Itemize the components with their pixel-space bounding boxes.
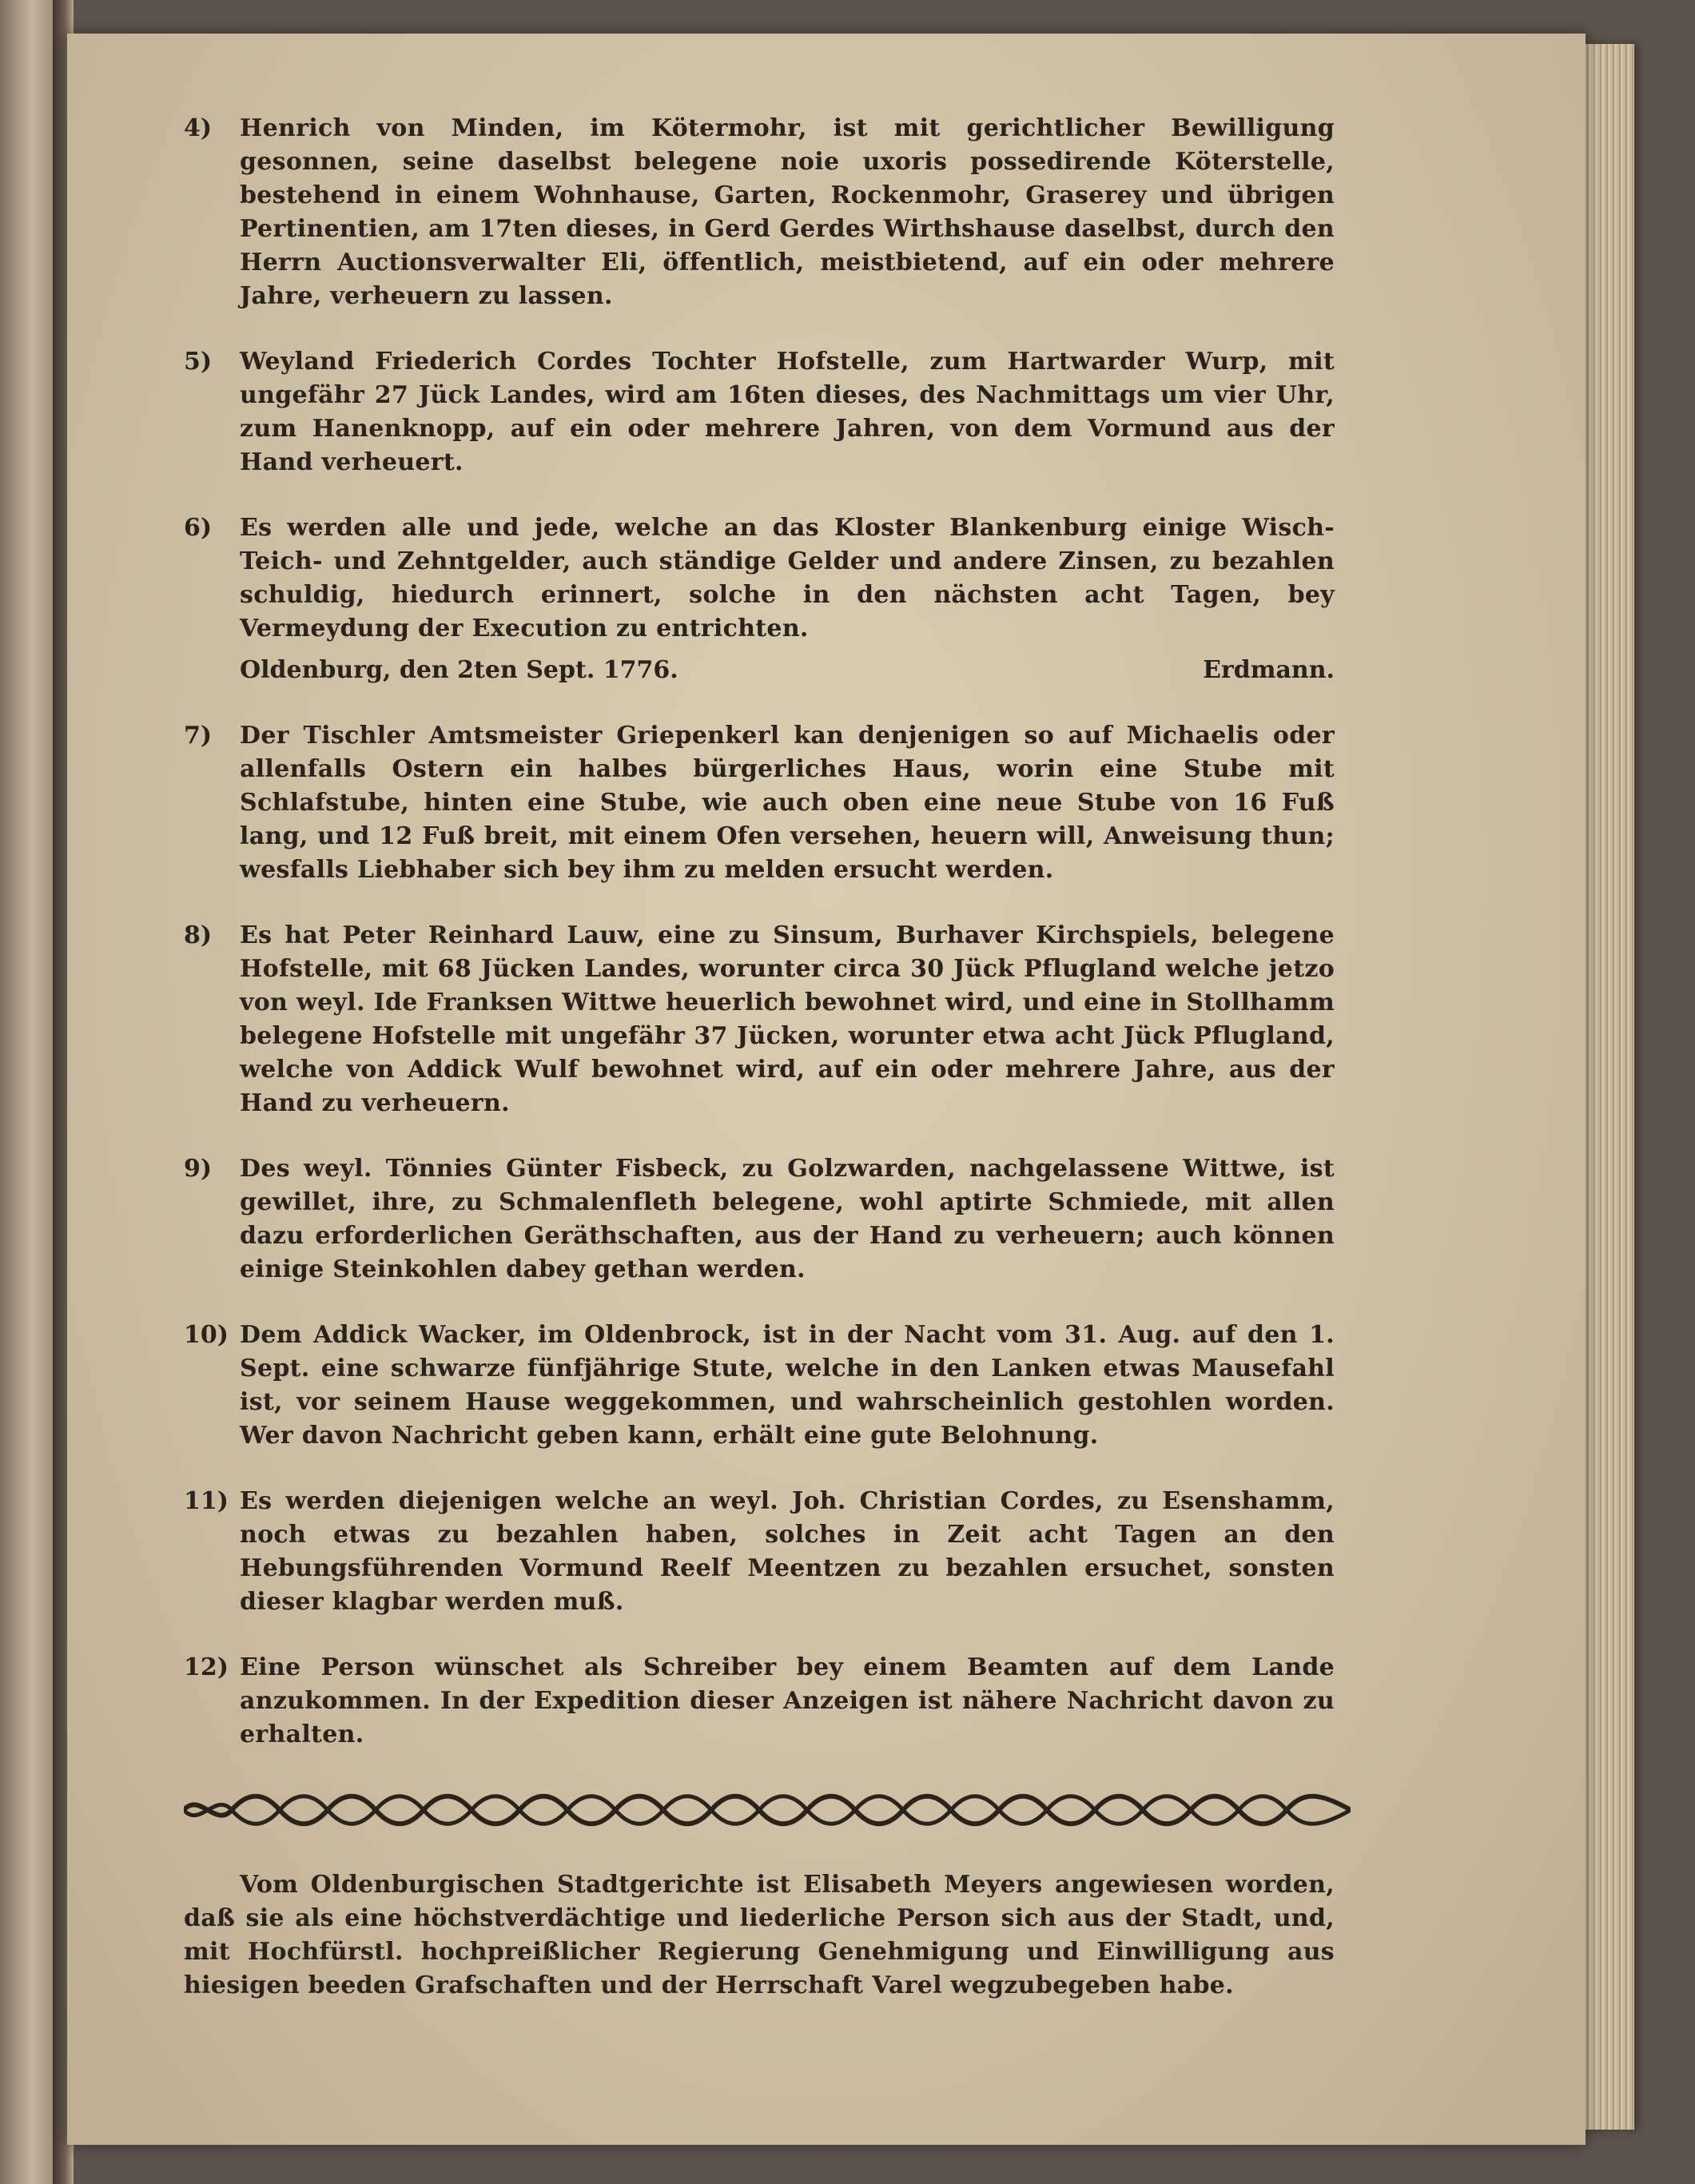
entry-text: Des weyl. Tönnies Günter Fisbeck, zu Golzwarden, nachgelassene Wittwe, ist gewillet, ihre, zu Schmalenfleth belegene, wohl aptirte Schmiede, mit allen dazu erforderlichen Geräthschaften, aus der Hand zu verheuern; auch können einige Steinkohlen dabey gethan werden. bbox=[240, 1155, 1335, 1283]
entry-text: Dem Addick Wacker, im Oldenbrock, ist in der Nacht vom 31. Aug. auf den 1. Sept. eine schwarze fünfjährige Stute, welche in den Lanken etwas Mausefahl ist, vor seinem Hause weggekommen, und wahrscheinlich gestohlen worden. Wer davon Nachricht geben kann, erhält eine gute Belohnung. bbox=[240, 1321, 1335, 1450]
entry-10 bbox=[184, 1319, 1335, 1453]
entry-text: Der Tischler Amtsmeister Griepenkerl kan denjenigen so auf Michaelis oder allenfalls Ostern ein halbes bürgerliches Haus, worin eine Stube mit Schlafstube, hinten eine Stube, wie auch oben eine neue Stube von 16 Fuß lang, und 12 Fuß breit, mit einem Ofen versehen, heuern will, Anweisung thun; wesfalls Liebhaber sich bey ihm zu melden ersucht werden. bbox=[240, 722, 1335, 884]
entry-7 bbox=[184, 719, 1335, 887]
entry-11 bbox=[184, 1485, 1335, 1619]
entry-text: Es hat Peter Reinhard Lauw, eine zu Sinsum, Burhaver Kirchspiels, belegene Hofstelle, mit 68 Jücken Landes, worunter circa 30 Jück Pflugland welche jetzo von weyl. Ide Franksen Wittwe heuerlich bewohnet wird, und eine in Stollhamm belegene Hofstelle mit ungefähr 37 Jücken, worunter etwa acht Jück Pflugland, welche von Addick Wulf bewohnet wird, auf ein oder mehrere Jahre, aus der Hand zu verheuern. bbox=[240, 921, 1335, 1117]
entry-9 bbox=[184, 1152, 1335, 1287]
entry-number: 11) bbox=[184, 1487, 229, 1515]
entry-number: 10) bbox=[184, 1321, 229, 1349]
entry-number: 6) bbox=[184, 514, 213, 542]
entry-number: 12) bbox=[184, 1653, 229, 1681]
entry-number: 7) bbox=[184, 722, 213, 750]
page-edge-stack bbox=[1578, 44, 1634, 2130]
entry-6 bbox=[184, 511, 1335, 646]
ornament-rule-graphic bbox=[184, 1792, 1351, 1828]
entry-text: Henrich von Minden, im Kötermohr, ist mit gerichtlicher Bewilligung gesonnen, seine daselbst belegene noie uxoris possedirende Köterstelle, bestehend in einem Wohnhause, Garten, Rockenmohr, Graserey und übrigen Pertinentien, am 17ten dieses, in Gerd Gerdes Wirthshause daselbst, durch den Herrn Auctionsverwalter Eli, öffentlich, meistbietend, auf ein oder mehrere Jahre, verheuern zu lassen. bbox=[240, 114, 1335, 310]
entry-12 bbox=[184, 1651, 1335, 1752]
entry-number: 5) bbox=[184, 348, 213, 376]
entry-text: Es werden diejenigen welche an weyl. Joh. Christian Cordes, zu Esenshamm, noch etwas zu bezahlen haben, solches in Zeit acht Tagen an den Hebungsführenden Vormund Reelf Meentzen zu bezahlen ersuchet, sonsten dieser klagbar werden muß. bbox=[240, 1487, 1335, 1616]
entry-number: 4) bbox=[184, 114, 213, 142]
page-content bbox=[184, 112, 1335, 2003]
left-page-edge bbox=[0, 0, 58, 2184]
entry-5 bbox=[184, 345, 1335, 479]
entry-8 bbox=[184, 919, 1335, 1120]
ornamental-divider bbox=[184, 1792, 1351, 1828]
entry-number: 8) bbox=[184, 921, 213, 949]
entry-number: 9) bbox=[184, 1155, 213, 1183]
entry-text: Es werden alle und jede, welche an das Kloster Blankenburg einige Wisch- Teich- und Zehntgelder, auch ständige Gelder und andere Zinsen, zu bezahlen schuldig, hiedurch erinnert, solche in den nächsten acht Tagen, bey Vermeydung der Execution zu entrichten. bbox=[240, 514, 1335, 642]
signature-name: Erdmann. bbox=[1203, 656, 1335, 684]
signature-line bbox=[184, 654, 1335, 687]
entry-text: Weyland Friederich Cordes Tochter Hofstelle, zum Hartwarder Wurp, mit ungefähr 27 Jück Landes, wird am 16ten dieses, des Nachmittags um vier Uhr, zum Hanenknopp, auf ein oder mehrere Jahren, von dem Vormund aus der Hand verheuert. bbox=[240, 348, 1335, 476]
signature-place-date: Oldenburg, den 2ten Sept. 1776. bbox=[240, 656, 678, 684]
entry-4 bbox=[184, 112, 1335, 313]
court-notice: Vom Oldenburgischen Stadtgerichte ist Elisabeth Meyers angewiesen worden, daß sie als eine höchstverdächtige und liederliche Person sich aus der Stadt, und, mit Hochfürstl. hochpreißlicher Regierung Genehmigung und Einwilligung aus hiesigen beeden Grafschaften und der Herrschaft Varel wegzubegeben habe. bbox=[184, 1871, 1335, 1999]
entry-text: Eine Person wünschet als Schreiber bey einem Beamten auf dem Lande anzukommen. In der Expedition dieser Anzeigen ist nähere Nachricht davon zu erhalten. bbox=[240, 1653, 1335, 1748]
